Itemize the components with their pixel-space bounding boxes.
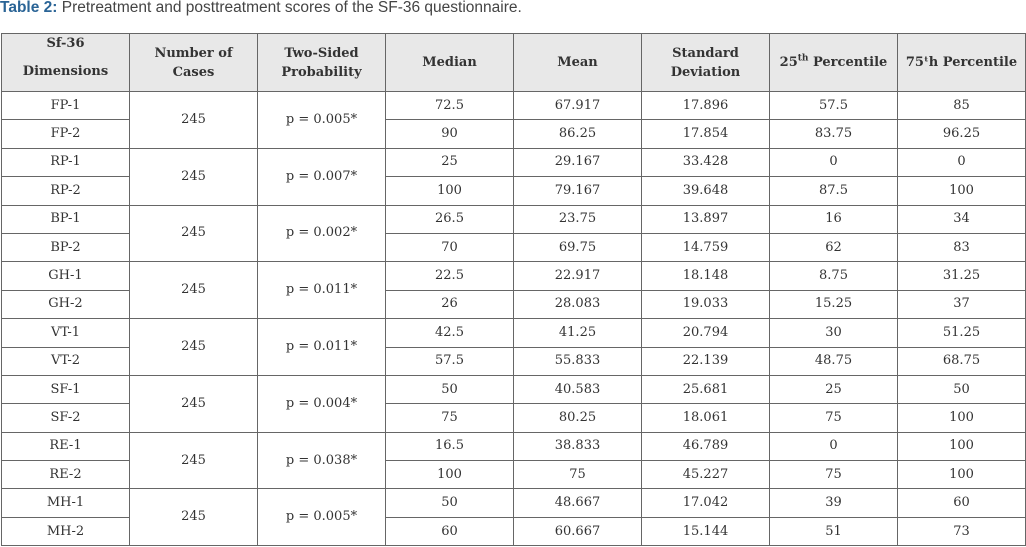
cell-mean: 40.583 (514, 375, 642, 403)
cell-75th-percentile: 100 (898, 461, 1026, 489)
table-row (2, 205, 1026, 233)
cell-25th-percentile: 8.75 (770, 262, 898, 290)
cell-dimension: FP-2 (2, 120, 130, 148)
table-row (2, 432, 1026, 460)
table-body (2, 92, 1026, 546)
cell-median: 70 (386, 233, 514, 261)
header-dimensions (2, 34, 130, 92)
cell-mean: 69.75 (514, 233, 642, 261)
cell-dimension: RP-1 (2, 148, 130, 176)
cell-median: 16.5 (386, 432, 514, 460)
cell-probability: p = 0.002* (258, 205, 386, 262)
header-25th-percentile (770, 34, 898, 92)
header-mean: Mean (514, 34, 642, 92)
cell-75th-percentile: 100 (898, 177, 1026, 205)
cell-75th-percentile: 83 (898, 233, 1026, 261)
cell-standard-deviation: 13.897 (642, 205, 770, 233)
cell-mean: 38.833 (514, 432, 642, 460)
cell-dimension: GH-1 (2, 262, 130, 290)
cell-probability: p = 0.007* (258, 148, 386, 205)
cell-dimension: GH-2 (2, 290, 130, 318)
cell-median: 90 (386, 120, 514, 148)
cell-mean: 22.917 (514, 262, 642, 290)
cell-25th-percentile: 48.75 (770, 347, 898, 375)
cell-mean: 29.167 (514, 148, 642, 176)
header-standard-deviation (642, 34, 770, 92)
cell-25th-percentile: 83.75 (770, 120, 898, 148)
cell-75th-percentile: 73 (898, 517, 1026, 545)
table-caption (0, 0, 522, 18)
cell-25th-percentile: 75 (770, 404, 898, 432)
cell-dimension: VT-1 (2, 319, 130, 347)
cell-median: 26.5 (386, 205, 514, 233)
cell-median: 50 (386, 489, 514, 517)
cell-median: 75 (386, 404, 514, 432)
cell-25th-percentile: 30 (770, 319, 898, 347)
cell-standard-deviation: 19.033 (642, 290, 770, 318)
cell-probability: p = 0.011* (258, 262, 386, 319)
cell-dimension: RE-2 (2, 461, 130, 489)
cell-75th-percentile: 0 (898, 148, 1026, 176)
header-cases-line1: Number of (154, 45, 233, 61)
sf36-scores-table (1, 33, 1026, 546)
cell-median: 25 (386, 148, 514, 176)
cell-25th-percentile: 25 (770, 375, 898, 403)
cell-25th-percentile: 57.5 (770, 92, 898, 120)
table-caption-text: Pretreatment and posttreatment scores of the SF-36 questionnaire. (57, 0, 522, 16)
cell-75th-percentile: 34 (898, 205, 1026, 233)
cell-number-of-cases: 245 (130, 262, 258, 319)
cell-median: 22.5 (386, 262, 514, 290)
cell-mean: 86.25 (514, 120, 642, 148)
header-two-sided-probability (258, 34, 386, 92)
cell-median: 72.5 (386, 92, 514, 120)
cell-standard-deviation: 17.854 (642, 120, 770, 148)
cell-75th-percentile: 100 (898, 432, 1026, 460)
header-p25-rest: Percentile (808, 55, 888, 70)
table-caption-label: Table 2: (0, 0, 58, 16)
cell-25th-percentile: 39 (770, 489, 898, 517)
header-median: Median (386, 34, 514, 92)
cell-standard-deviation: 14.759 (642, 233, 770, 261)
header-sd-line1: Standard (672, 45, 739, 61)
cell-probability: p = 0.038* (258, 432, 386, 489)
cell-median: 100 (386, 177, 514, 205)
cell-mean: 80.25 (514, 404, 642, 432)
cell-median: 50 (386, 375, 514, 403)
cell-standard-deviation: 46.789 (642, 432, 770, 460)
cell-dimension: SF-2 (2, 404, 130, 432)
header-p25-num: 25 (779, 55, 798, 70)
cell-probability: p = 0.005* (258, 489, 386, 546)
header-75th-percentile: 75ᵗh Percentile (898, 34, 1026, 92)
cell-median: 42.5 (386, 319, 514, 347)
cell-25th-percentile: 75 (770, 461, 898, 489)
cell-probability: p = 0.005* (258, 92, 386, 149)
cell-number-of-cases: 245 (130, 489, 258, 546)
header-prob-line1: Two-Sided (284, 45, 359, 61)
header-dimensions-line2: Dimensions (22, 64, 109, 79)
table-header-row (2, 34, 1026, 92)
cell-number-of-cases: 245 (130, 205, 258, 262)
cell-mean: 28.083 (514, 290, 642, 318)
cell-dimension: FP-1 (2, 92, 130, 120)
cell-number-of-cases: 245 (130, 319, 258, 376)
cell-75th-percentile: 37 (898, 290, 1026, 318)
cell-mean: 79.167 (514, 177, 642, 205)
cell-25th-percentile: 51 (770, 517, 898, 545)
cell-standard-deviation: 25.681 (642, 375, 770, 403)
cell-mean: 67.917 (514, 92, 642, 120)
table-row (2, 148, 1026, 176)
cell-25th-percentile: 15.25 (770, 290, 898, 318)
cell-standard-deviation: 15.144 (642, 517, 770, 545)
table-row (2, 262, 1026, 290)
cell-dimension: RE-1 (2, 432, 130, 460)
header-prob-line2: Probability (281, 64, 362, 80)
cell-dimension: BP-1 (2, 205, 130, 233)
cell-75th-percentile: 96.25 (898, 120, 1026, 148)
cell-75th-percentile: 31.25 (898, 262, 1026, 290)
cell-75th-percentile: 68.75 (898, 347, 1026, 375)
cell-standard-deviation: 18.061 (642, 404, 770, 432)
cell-75th-percentile: 85 (898, 92, 1026, 120)
cell-number-of-cases: 245 (130, 375, 258, 432)
header-number-of-cases (130, 34, 258, 92)
header-dimensions-line1: Sf-36 (46, 36, 85, 51)
cell-standard-deviation: 17.042 (642, 489, 770, 517)
cell-25th-percentile: 16 (770, 205, 898, 233)
cell-mean: 55.833 (514, 347, 642, 375)
cell-25th-percentile: 62 (770, 233, 898, 261)
cell-median: 57.5 (386, 347, 514, 375)
header-cases-line2: Cases (172, 64, 215, 80)
cell-probability: p = 0.004* (258, 375, 386, 432)
cell-standard-deviation: 45.227 (642, 461, 770, 489)
cell-standard-deviation: 18.148 (642, 262, 770, 290)
table-row (2, 319, 1026, 347)
cell-standard-deviation: 17.896 (642, 92, 770, 120)
cell-75th-percentile: 60 (898, 489, 1026, 517)
cell-mean: 60.667 (514, 517, 642, 545)
header-p25-sup: th (797, 53, 809, 64)
cell-median: 60 (386, 517, 514, 545)
cell-mean: 23.75 (514, 205, 642, 233)
cell-75th-percentile: 100 (898, 404, 1026, 432)
cell-standard-deviation: 33.428 (642, 148, 770, 176)
cell-75th-percentile: 50 (898, 375, 1026, 403)
header-sd-line2: Deviation (670, 64, 741, 80)
cell-number-of-cases: 245 (130, 432, 258, 489)
cell-mean: 48.667 (514, 489, 642, 517)
cell-standard-deviation: 20.794 (642, 319, 770, 347)
table-row (2, 489, 1026, 517)
cell-dimension: VT-2 (2, 347, 130, 375)
cell-dimension: BP-2 (2, 233, 130, 261)
cell-mean: 75 (514, 461, 642, 489)
cell-dimension: RP-2 (2, 177, 130, 205)
cell-dimension: MH-2 (2, 517, 130, 545)
cell-25th-percentile: 0 (770, 432, 898, 460)
cell-75th-percentile: 51.25 (898, 319, 1026, 347)
cell-standard-deviation: 39.648 (642, 177, 770, 205)
cell-number-of-cases: 245 (130, 148, 258, 205)
cell-median: 100 (386, 461, 514, 489)
cell-dimension: SF-1 (2, 375, 130, 403)
cell-25th-percentile: 87.5 (770, 177, 898, 205)
cell-number-of-cases: 245 (130, 92, 258, 149)
cell-median: 26 (386, 290, 514, 318)
cell-mean: 41.25 (514, 319, 642, 347)
table-row (2, 92, 1026, 120)
cell-dimension: MH-1 (2, 489, 130, 517)
cell-standard-deviation: 22.139 (642, 347, 770, 375)
cell-25th-percentile: 0 (770, 148, 898, 176)
cell-probability: p = 0.011* (258, 319, 386, 376)
table-row (2, 375, 1026, 403)
